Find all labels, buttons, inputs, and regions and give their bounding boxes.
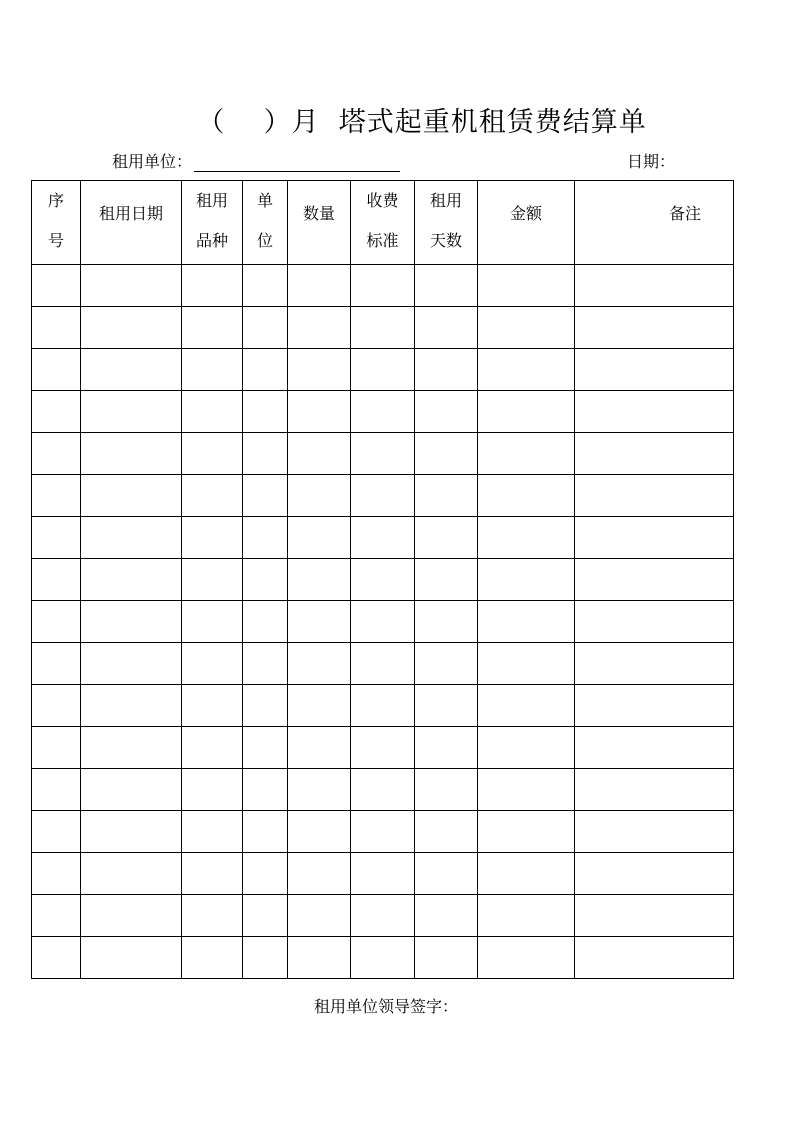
header-quantity: 数量 (288, 181, 351, 265)
leader-signature-label: 租用单位领导签字： (314, 997, 459, 1016)
table-cell-rent_date[interactable] (81, 895, 182, 937)
table-cell-remarks[interactable] (575, 265, 734, 307)
table-cell-remarks[interactable] (575, 769, 734, 811)
table-row (32, 727, 734, 769)
table-cell-rent_date[interactable] (81, 307, 182, 349)
table-cell-fee_standard[interactable] (351, 937, 415, 979)
table-cell-rent_date[interactable] (81, 685, 182, 727)
table-cell-fee_standard[interactable] (351, 475, 415, 517)
table-cell-quantity[interactable] (288, 769, 351, 811)
table-cell-fee_standard[interactable] (351, 265, 415, 307)
table-cell-fee_standard[interactable] (351, 685, 415, 727)
table-cell-rent_days[interactable] (415, 601, 478, 643)
table-cell-seq[interactable] (32, 307, 81, 349)
table-cell-fee_standard[interactable] (351, 727, 415, 769)
table-cell-unit[interactable] (243, 307, 288, 349)
table-cell-rent_type[interactable] (182, 643, 243, 685)
table-row (32, 895, 734, 937)
table-cell-amount[interactable] (478, 853, 575, 895)
table-cell-unit[interactable] (243, 811, 288, 853)
table-cell-rent_date[interactable] (81, 433, 182, 475)
table-cell-unit[interactable] (243, 601, 288, 643)
table-cell-remarks[interactable] (575, 517, 734, 559)
table-cell-fee_standard[interactable] (351, 853, 415, 895)
header-rent-type: 租用 品种 (182, 181, 243, 265)
table-cell-fee_standard[interactable] (351, 559, 415, 601)
table-cell-fee_standard[interactable] (351, 307, 415, 349)
table-cell-seq[interactable] (32, 433, 81, 475)
table-cell-rent_type[interactable] (182, 895, 243, 937)
table-cell-quantity[interactable] (288, 307, 351, 349)
table-cell-unit[interactable] (243, 433, 288, 475)
table-cell-unit[interactable] (243, 937, 288, 979)
table-cell-rent_type[interactable] (182, 265, 243, 307)
table-cell-unit[interactable] (243, 265, 288, 307)
table-cell-seq[interactable] (32, 811, 81, 853)
table-cell-seq[interactable] (32, 391, 81, 433)
table-cell-fee_standard[interactable] (351, 811, 415, 853)
table-cell-rent_days[interactable] (415, 895, 478, 937)
table-cell-amount[interactable] (478, 391, 575, 433)
table-cell-rent_days[interactable] (415, 265, 478, 307)
table-cell-rent_date[interactable] (81, 559, 182, 601)
table-cell-fee_standard[interactable] (351, 391, 415, 433)
table-cell-rent_date[interactable] (81, 391, 182, 433)
header-unit: 单 位 (243, 181, 288, 265)
table-cell-fee_standard[interactable] (351, 895, 415, 937)
table-row (32, 391, 734, 433)
table-row (32, 559, 734, 601)
table-cell-seq[interactable] (32, 265, 81, 307)
table-cell-quantity[interactable] (288, 895, 351, 937)
table-cell-fee_standard[interactable] (351, 433, 415, 475)
table-cell-unit[interactable] (243, 895, 288, 937)
table-cell-seq[interactable] (32, 895, 81, 937)
table-cell-rent_date[interactable] (81, 937, 182, 979)
table-cell-amount[interactable] (478, 307, 575, 349)
table-cell-quantity[interactable] (288, 853, 351, 895)
table-row (32, 307, 734, 349)
table-body (32, 265, 734, 979)
table-row (32, 769, 734, 811)
table-cell-rent_type[interactable] (182, 727, 243, 769)
table-cell-amount[interactable] (478, 517, 575, 559)
table-row (32, 349, 734, 391)
table-row (32, 517, 734, 559)
table-cell-fee_standard[interactable] (351, 769, 415, 811)
table-cell-rent_days[interactable] (415, 937, 478, 979)
table-cell-rent_days[interactable] (415, 643, 478, 685)
table-cell-quantity[interactable] (288, 475, 351, 517)
table-cell-rent_type[interactable] (182, 601, 243, 643)
table-cell-rent_type[interactable] (182, 391, 243, 433)
table-cell-amount[interactable] (478, 685, 575, 727)
table-cell-rent_days[interactable] (415, 727, 478, 769)
table-cell-quantity[interactable] (288, 517, 351, 559)
table-cell-rent_days[interactable] (415, 517, 478, 559)
table-cell-rent_days[interactable] (415, 811, 478, 853)
table-cell-unit[interactable] (243, 769, 288, 811)
table-cell-rent_days[interactable] (415, 475, 478, 517)
table-cell-remarks[interactable] (575, 937, 734, 979)
table-cell-remarks[interactable] (575, 307, 734, 349)
table-cell-unit[interactable] (243, 391, 288, 433)
table-cell-amount[interactable] (478, 349, 575, 391)
table-cell-rent_type[interactable] (182, 307, 243, 349)
table-cell-rent_type[interactable] (182, 853, 243, 895)
table-cell-seq[interactable] (32, 349, 81, 391)
table-cell-unit[interactable] (243, 643, 288, 685)
table-cell-rent_days[interactable] (415, 391, 478, 433)
table-cell-unit[interactable] (243, 727, 288, 769)
table-cell-rent_days[interactable] (415, 559, 478, 601)
table-cell-seq[interactable] (32, 937, 81, 979)
table-cell-rent_type[interactable] (182, 517, 243, 559)
table-cell-rent_type[interactable] (182, 769, 243, 811)
table-cell-quantity[interactable] (288, 643, 351, 685)
table-row (32, 433, 734, 475)
rental-unit-blank[interactable] (194, 153, 400, 172)
table-cell-remarks[interactable] (575, 853, 734, 895)
table-cell-rent_date[interactable] (81, 475, 182, 517)
table-cell-unit[interactable] (243, 517, 288, 559)
table-cell-rent_type[interactable] (182, 811, 243, 853)
table-cell-rent_type[interactable] (182, 475, 243, 517)
page-title: （ ）月 塔式起重机租赁费结算单 (197, 107, 647, 138)
table-cell-rent_days[interactable] (415, 433, 478, 475)
table-cell-rent_type[interactable] (182, 937, 243, 979)
table-cell-unit[interactable] (243, 685, 288, 727)
table-cell-fee_standard[interactable] (351, 601, 415, 643)
table-cell-remarks[interactable] (575, 811, 734, 853)
table-cell-quantity[interactable] (288, 265, 351, 307)
table-row (32, 811, 734, 853)
table-cell-rent_date[interactable] (81, 853, 182, 895)
table-cell-quantity[interactable] (288, 685, 351, 727)
date-label: 日期： (627, 152, 676, 171)
header-amount: 金额 (478, 181, 575, 265)
table-cell-amount[interactable] (478, 895, 575, 937)
table-cell-fee_standard[interactable] (351, 349, 415, 391)
table-cell-rent_type[interactable] (182, 349, 243, 391)
table-cell-seq[interactable] (32, 559, 81, 601)
table-cell-seq[interactable] (32, 643, 81, 685)
table-cell-quantity[interactable] (288, 559, 351, 601)
table-cell-rent_date[interactable] (81, 601, 182, 643)
table-cell-unit[interactable] (243, 475, 288, 517)
table-cell-quantity[interactable] (288, 433, 351, 475)
table-cell-amount[interactable] (478, 643, 575, 685)
table-cell-rent_days[interactable] (415, 685, 478, 727)
table-cell-quantity[interactable] (288, 727, 351, 769)
table-cell-quantity[interactable] (288, 937, 351, 979)
header-remarks: 备注 (575, 181, 734, 265)
table-cell-rent_date[interactable] (81, 811, 182, 853)
table-row (32, 685, 734, 727)
table-cell-rent_date[interactable] (81, 349, 182, 391)
table-cell-seq[interactable] (32, 727, 81, 769)
table-cell-rent_date[interactable] (81, 265, 182, 307)
table-cell-remarks[interactable] (575, 433, 734, 475)
table-row (32, 937, 734, 979)
table-cell-fee_standard[interactable] (351, 643, 415, 685)
table-cell-amount[interactable] (478, 769, 575, 811)
table-cell-quantity[interactable] (288, 391, 351, 433)
table-cell-amount[interactable] (478, 811, 575, 853)
table-cell-remarks[interactable] (575, 349, 734, 391)
table-cell-rent_date[interactable] (81, 517, 182, 559)
table-header-row (32, 181, 734, 265)
table-cell-seq[interactable] (32, 685, 81, 727)
table-cell-rent_type[interactable] (182, 433, 243, 475)
table-cell-amount[interactable] (478, 559, 575, 601)
table-row (32, 475, 734, 517)
table-cell-remarks[interactable] (575, 391, 734, 433)
table-cell-rent_days[interactable] (415, 349, 478, 391)
table-cell-remarks[interactable] (575, 895, 734, 937)
settlement-table (31, 180, 734, 979)
table-cell-amount[interactable] (478, 433, 575, 475)
table-cell-remarks[interactable] (575, 559, 734, 601)
table-cell-quantity[interactable] (288, 601, 351, 643)
header-rent-days: 租用 天数 (415, 181, 478, 265)
table-row (32, 853, 734, 895)
table-cell-rent_days[interactable] (415, 853, 478, 895)
table-cell-rent_date[interactable] (81, 769, 182, 811)
table-cell-unit[interactable] (243, 559, 288, 601)
header-rent-date: 租用日期 (81, 181, 182, 265)
table-cell-rent_type[interactable] (182, 685, 243, 727)
table-cell-seq[interactable] (32, 475, 81, 517)
table-cell-unit[interactable] (243, 853, 288, 895)
table-cell-remarks[interactable] (575, 727, 734, 769)
table-cell-rent_date[interactable] (81, 727, 182, 769)
table-cell-amount[interactable] (478, 727, 575, 769)
table-cell-quantity[interactable] (288, 349, 351, 391)
table-cell-remarks[interactable] (575, 601, 734, 643)
table-cell-rent_date[interactable] (81, 643, 182, 685)
table-cell-remarks[interactable] (575, 685, 734, 727)
table-cell-rent_days[interactable] (415, 307, 478, 349)
table-cell-seq[interactable] (32, 601, 81, 643)
table-cell-unit[interactable] (243, 349, 288, 391)
table-cell-rent_type[interactable] (182, 559, 243, 601)
table-cell-seq[interactable] (32, 853, 81, 895)
header-seq: 序 号 (32, 181, 81, 265)
table-row (32, 265, 734, 307)
table-row (32, 601, 734, 643)
rental-unit-field (112, 149, 400, 172)
table-cell-amount[interactable] (478, 265, 575, 307)
table-row (32, 643, 734, 685)
rental-unit-label: 租用单位： (112, 152, 193, 171)
table-cell-amount[interactable] (478, 937, 575, 979)
table-cell-amount[interactable] (478, 475, 575, 517)
table-cell-seq[interactable] (32, 769, 81, 811)
table-cell-seq[interactable] (32, 517, 81, 559)
table-cell-fee_standard[interactable] (351, 517, 415, 559)
table-cell-quantity[interactable] (288, 811, 351, 853)
table-cell-remarks[interactable] (575, 475, 734, 517)
table-cell-remarks[interactable] (575, 643, 734, 685)
table-cell-amount[interactable] (478, 601, 575, 643)
table-cell-rent_days[interactable] (415, 769, 478, 811)
header-fee-standard: 收费 标准 (351, 181, 415, 265)
